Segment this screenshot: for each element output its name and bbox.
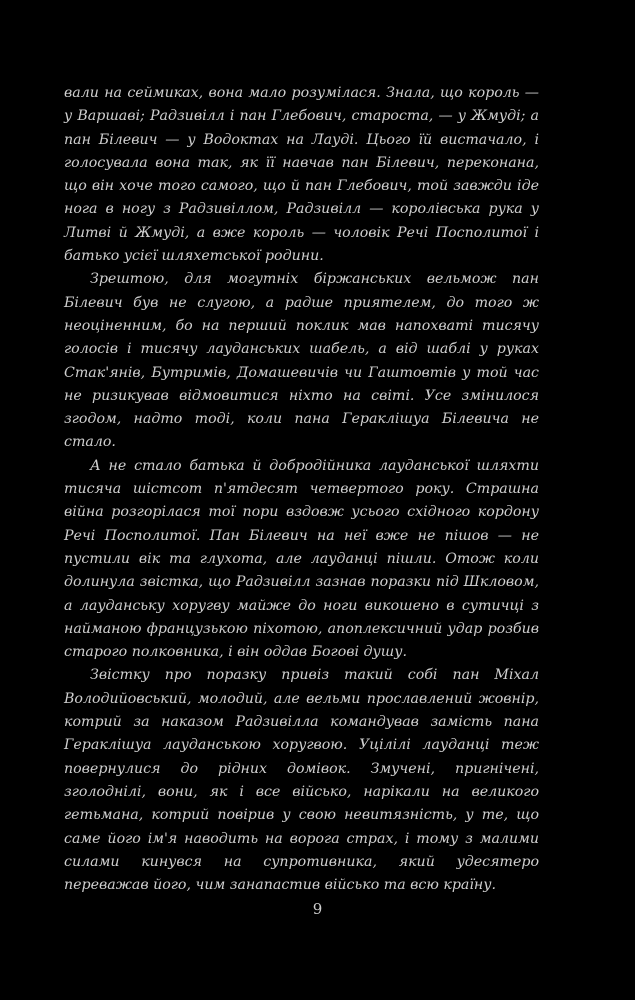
page-number: 9 <box>312 900 323 918</box>
paragraph-3: А не стало батька й добродійника лауданської шляхти тисяча шістсот п'ятдесят четвертого року. Страшна війна розгорілася тої пори вздовж усього східного кордону Речі Посполитої. Пан Білевич на неї вже не пішов — не пустили вік та глухота, але лауданці пішли. Отож коли долинула звістка, що Радзивілл зазнав поразки під Шкловом, а лауданську хоругву майже до ноги викошено в сутичці з найманою французькою піхотою, апоплексичний удар розбив старого полковника, і він оддав Богові душу. <box>64 457 539 661</box>
paragraph-1: вали на сеймиках, вона мало розумілася. Знала, що король — у Варшаві; Радзивілл і пан Глебович, староста, — у Жмуді; а пан Білевич — у Водоктах на Лауді. Цього їй вистачало, і голосувала вона так, як її навчав пан Білевич, переконана, що він хоче того самого, що й пан Глебович, той завжди іде нога в ногу з Радзивіллом, Радзивілл — королівська рука у Литві й Жмуді, а вже король — чоловік Речі Посполитої і батько усієї шляхетської родини. <box>64 85 539 265</box>
paragraph-2: Зрештою, для могутніх біржанських вельмож пан Білевич був не слугою, а радше приятелем, до того ж неоціненним, бо на перший поклик мав напохваті тисячу голосів і тисячу лауданських шабель, а від шаблі у руках Стак'янів, Бутримів, Домашевичів чи Гаштовтів у той час не ризикував відмовитися ніхто на світі. Усе змінилося згодом, надто тоді, коли пана Гераклішуа Білевича не стало. <box>64 271 539 451</box>
paragraph-4: Звістку про поразку привіз такий собі пан Міхал Володийовський, молодий, але вельми прославлений жовнір, котрий за наказом Радзивілла командував замість пана Гераклішуа лауданською хоругвою. Уцілілі лауданці теж повернулися до рідних домівок. Змучені, пригнічені, зголоднілі, вони, як і все військо, нарікали на великого гетьмана, котрий повірив у свою невитязність, у те, що саме його ім'я наводить на ворога страх, і тому з малими силами кинувся на супротивника, який удесятеро переважав його, чим занапастив військо та всю країну. <box>64 667 539 894</box>
body-text <box>64 82 539 897</box>
